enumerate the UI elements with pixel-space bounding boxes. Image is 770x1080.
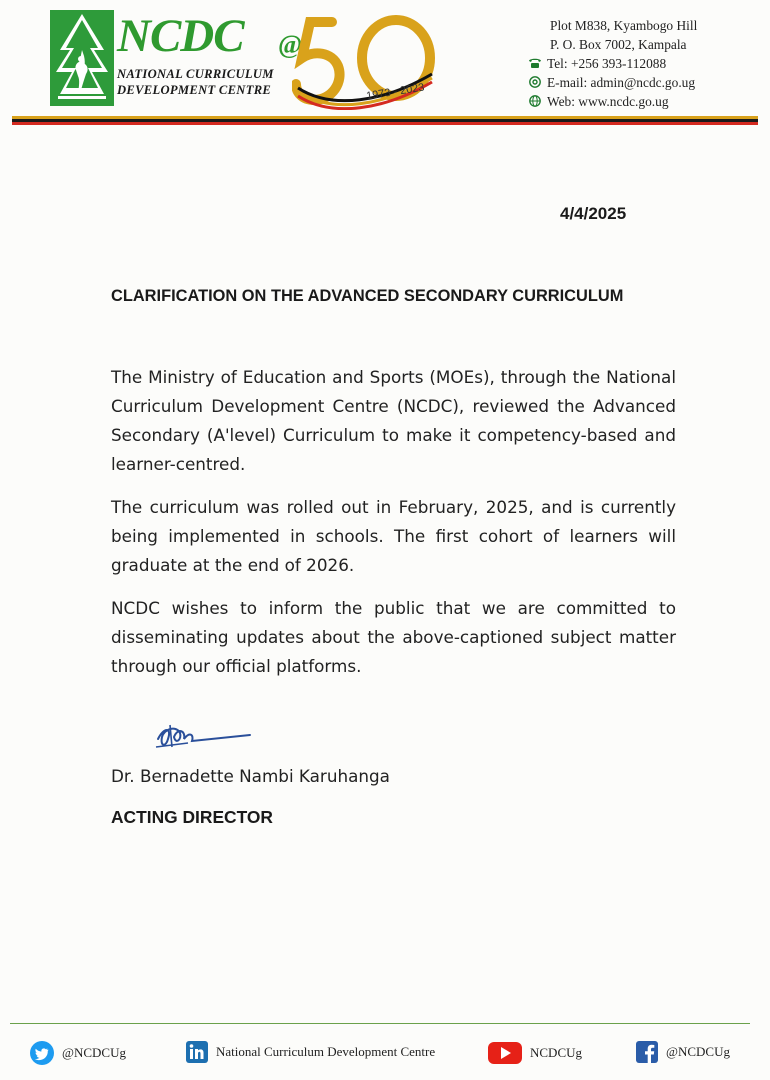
brand-at-sign: @: [278, 30, 303, 59]
paragraph-2: The curriculum was rolled out in February, 2025, and is currently being implemented in schools. The first cohort of learners will graduate at the end of 2026.: [111, 497, 676, 575]
linkedin-link[interactable]: [186, 1041, 435, 1063]
tel-text: Tel: +256 393-112088: [547, 56, 667, 71]
brand-name: NCDC: [117, 10, 244, 62]
facebook-handle: @NCDCUg: [666, 1044, 730, 1059]
footer-divider: [10, 1023, 750, 1024]
globe-icon: [528, 95, 542, 107]
web-text: Web: www.ncdc.go.ug: [547, 94, 669, 109]
youtube-link[interactable]: [488, 1042, 582, 1064]
telephone-icon: [528, 57, 542, 69]
email-line: [528, 73, 764, 92]
linkedin-name: National Curriculum Development Centre: [216, 1044, 436, 1059]
footer-social-bar: [0, 1037, 770, 1075]
facebook-icon: [636, 1041, 658, 1063]
letter-date: 4/4/2025: [560, 204, 627, 223]
paragraph-3: NCDC wishes to inform the public that we are committed to disseminating updates about the above-captioned subject matter through our official platforms.: [111, 598, 676, 676]
ncdc-tree-crane-logo-icon: [50, 10, 114, 106]
linkedin-icon: [186, 1041, 208, 1063]
web-line: [528, 92, 764, 111]
letter-body: [111, 363, 676, 695]
org-name-line-2: DEVELOPMENT CENTRE: [117, 83, 272, 97]
letter-title: CLARIFICATION ON THE ADVANCED SECONDARY CURRICULUM: [111, 287, 624, 305]
handwritten-signature: [150, 717, 260, 757]
twitter-handle: @NCDCUg: [62, 1045, 126, 1060]
address-line-2: P. O. Box 7002, Kampala: [550, 37, 687, 52]
address-line-1: Plot M838, Kyambogo Hill: [550, 18, 698, 33]
org-name-line-1: NATIONAL CURRICULUM: [117, 67, 274, 81]
tel-line: [528, 54, 764, 73]
organisation-name: [117, 66, 327, 98]
email-icon: [528, 76, 542, 88]
email-text: E-mail: admin@ncdc.go.ug: [547, 75, 696, 90]
paragraph-1: The Ministry of Education and Sports (MOEs), through the National Curriculum Development Centre (NCDC), reviewed the Advanced Secondary (A'level) Curriculum to make it competency-based and learner-centred.: [111, 367, 676, 474]
youtube-icon: [488, 1042, 522, 1064]
anniversary-years: 1973 - 2023: [365, 81, 426, 103]
signer-role: ACTING DIRECTOR: [111, 807, 273, 827]
contact-block: [528, 16, 764, 111]
youtube-channel: NCDCUg: [530, 1045, 583, 1060]
facebook-link[interactable]: [636, 1041, 730, 1063]
twitter-icon: [30, 1041, 54, 1065]
flag-colour-divider: [12, 116, 758, 125]
twitter-link[interactable]: [30, 1041, 126, 1065]
letterhead: [0, 0, 770, 135]
signer-name: Dr. Bernadette Nambi Karuhanga: [111, 766, 390, 786]
